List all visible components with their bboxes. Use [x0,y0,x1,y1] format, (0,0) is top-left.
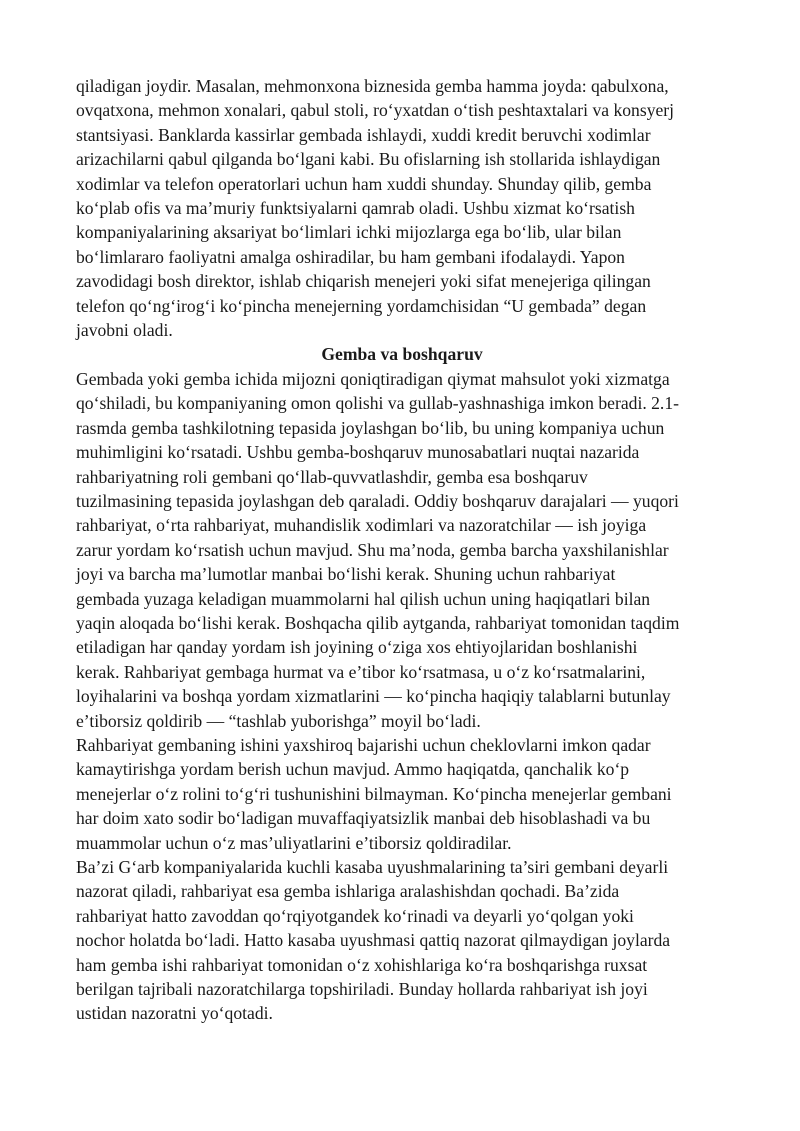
paragraph-intro [76,74,728,342]
text-line: javobni oladi. [76,320,173,341]
text-line: rahbariyat hatto zavoddan qo‘rqiyotgandek ko‘rinadi va deyarli yo‘qolgan yoki [76,905,634,926]
text-line: ko‘plab ofis va ma’muriy funktsiyalarni qamrab oladi. Ushbu xizmat ko‘rsatish [76,198,635,219]
paragraph-western-companies [76,855,728,1026]
text-line: zavodidagi bosh direktor, ishlab chiqarish menejeri yoki sifat menejeriga qilingan [76,271,651,292]
document-page [76,74,728,1026]
text-line: etiladigan har qanday yordam ish joyining o‘ziga xos ehtiyojlaridan boshlanishi [76,637,638,658]
text-line: kamaytirishga yordam berish uchun mavjud. Ammo haqiqatda, qanchalik ko‘p [76,759,630,780]
text-line: rahbariyat, o‘rta rahbariyat, muhandislik xodimlari va nazoratchilar — ish joyiga [76,515,647,536]
paragraph-gemba-management [76,367,728,733]
text-line: kerak. Rahbariyat gembaga hurmat va e’tibor ko‘rsatmasa, u o‘z ko‘rsatmalarini, [76,661,646,682]
text-line: gembada yuzaga keladigan muammolarni hal qilish uchun uning haqiqatlari bilan [76,588,651,609]
text-line: nochor holatda bo‘ladi. Hatto kasaba uyushmasi qattiq nazorat qilmaydigan joylarda [76,930,671,951]
text-line: ovqatxona, mehmon xonalari, qabul stoli, ro‘yxatdan o‘tish peshtaxtalari va konsyerj [76,100,675,121]
text-line: Rahbariyat gembaning ishini yaxshiroq bajarishi uchun cheklovlarni imkon qadar [76,734,651,755]
text-line: arizachilarni qabul qilganda bo‘lgani kabi. Bu ofislarning ish stollarida ishlaydigan [76,149,661,170]
paragraph-management-role [76,733,728,855]
text-line: muammolar uchun o‘z mas’uliyatlarini e’tiborsiz qoldiradilar. [76,832,512,853]
text-line: nazorat qiladi, rahbariyat esa gemba ishlariga aralashishdan qochadi. Ba’zida [76,881,620,902]
text-line: tuzilmasining tepasida joylashgan deb qaraladi. Oddiy boshqaruv darajalari — yuqori [76,490,679,511]
text-line: ham gemba ishi rahbariyat tomonidan o‘z xohishlariga ko‘ra boshqarishga ruxsat [76,954,648,975]
text-line: ustidan nazoratni yo‘qotadi. [76,1003,273,1024]
text-line: yaqin aloqada bo‘lishi kerak. Boshqacha qilib aytganda, rahbariyat tomonidan taqdim [76,612,680,633]
text-line: rahbariyatning roli gembani qo‘llab-quvvatlashdir, gemba esa boshqaruv [76,466,588,487]
text-line: qiladigan joydir. Masalan, mehmonxona biznesida gemba hamma joyda: qabulxona, [76,76,669,96]
text-line: Gembada yoki gemba ichida mijozni qoniqtiradigan qiymat mahsulot yoki xizmatga [76,368,670,389]
text-line: rasmda gemba tashkilotning tepasida joylashgan bo‘lib, bu uning kompaniya uchun [76,417,665,438]
text-line: berilgan tajribali nazoratchilarga topshiriladi. Bunday hollarda rahbariyat ish joyi [76,979,648,1000]
text-line: har doim xato sodir bo‘ladigan muvaffaqiyatsizlik manbai deb hisoblashadi va bu [76,808,651,829]
text-line: zarur yordam ko‘rsatish uchun mavjud. Shu ma’noda, gemba barcha yaxshilanishlar [76,539,669,560]
text-line: joyi va barcha ma’lumotlar manbai bo‘lishi kerak. Shuning uchun rahbariyat [76,564,616,585]
text-line: xodimlar va telefon operatorlari uchun ham xuddi shunday. Shunday qilib, gemba [76,173,652,194]
text-line: menejerlar o‘z rolini to‘g‘ri tushunishini bilmayman. Ko‘pincha menejerlar gembani [76,783,672,804]
text-line: telefon qo‘ng‘irog‘i ko‘pincha menejerning yordamchisidan “U gembada” degan [76,295,647,316]
text-line: bo‘limlararo faoliyatni amalga oshiradilar, bu ham gembani ifodalaydi. Yapon [76,246,625,267]
text-line: muhimligini ko‘rsatadi. Ushbu gemba-boshqaruv munosabatlari nuqtai nazarida [76,442,640,463]
section-heading: Gemba va boshqaruv [321,344,483,365]
text-line: loyihalarini va boshqa yordam xizmatlarini — ko‘pincha haqiqiy talablarni butunlay [76,686,671,707]
text-line: e’tiborsiz qoldirib — “tashlab yuborishga” moyil bo‘ladi. [76,710,481,731]
text-line: stantsiyasi. Banklarda kassirlar gembada ishlaydi, xuddi kredit beruvchi xodimlar [76,124,651,145]
text-line: Ba’zi G‘arb kompaniyalarida kuchli kasaba uyushmalarining ta’siri gembani deyarli [76,857,669,877]
text-line: qo‘shiladi, bu kompaniyaning omon qolishi va gullab-yashnashiga imkon beradi. 2.1- [76,393,679,414]
text-line: kompaniyalarining aksariyat bo‘limlari ichki mijozlarga ega bo‘lib, ular bilan [76,222,622,243]
